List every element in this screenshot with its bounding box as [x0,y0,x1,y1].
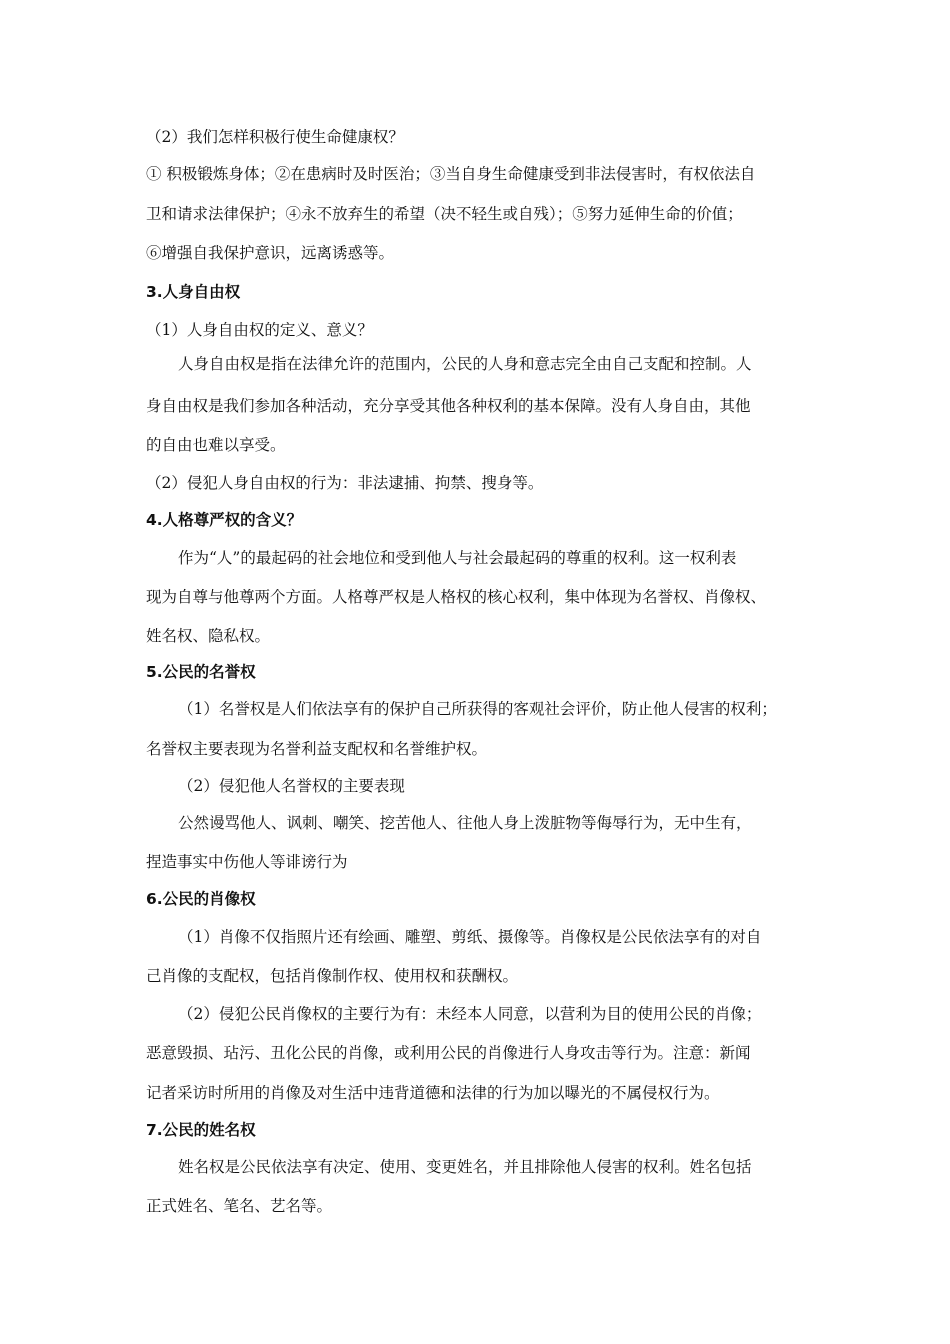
subheading: （2）侵犯人身自由权的行为：非法逮捕、拘禁、搜身等。 [146,474,544,492]
paragraph-line: （1）肖像不仅指照片还有绘画、雕塑、剪纸、摄像等。肖像权是公民依法享有的对自 [178,928,762,946]
paragraph-line: ⑥增强自我保护意识，远离诱惑等。 [146,244,395,262]
paragraph-line: 现为自尊与他尊两个方面。人格尊严权是人格权的核心权利，集中体现为名誉权、肖像权、 [146,588,767,606]
paragraph-line: 人身自由权是指在法律允许的范围内，公民的人身和意志完全由自己支配和控制。人 [178,355,752,373]
paragraph-line: 恶意毁损、玷污、丑化公民的肖像，或利用公民的肖像进行人身攻击等行为。注意：新闻 [146,1044,751,1062]
section-heading-6: 6.公民的肖像权 [146,890,256,908]
paragraph-line: 公然谩骂他人、讽刺、嘲笑、挖苦他人、往他人身上泼脏物等侮辱行为，无中生有， [178,814,752,832]
paragraph-line: 名誉权主要表现为名誉利益支配权和名誉维护权。 [146,740,488,758]
section-heading-7: 7.公民的姓名权 [146,1121,256,1139]
paragraph-line: （2）侵犯公民肖像权的主要行为有：未经本人同意，以营利为目的使用公民的肖像； [178,1005,762,1023]
paragraph-line: 的自由也难以享受。 [146,436,286,454]
paragraph-line: 作为“人”的最起码的社会地位和受到他人与社会最起码的尊重的权利。这一权利表 [178,549,737,567]
paragraph-line: 卫和请求法律保护；④永不放弃生的希望（决不轻生或自残）；⑤努力延伸生命的价值； [146,205,743,223]
subheading: （2）侵犯他人名誉权的主要表现 [178,777,405,795]
paragraph-line: 己肖像的支配权，包括肖像制作权、使用权和获酬权。 [146,967,519,985]
section-heading-5: 5.公民的名誉权 [146,663,256,681]
paragraph-line: 捏造事实中伤他人等诽谤行为 [146,853,348,871]
paragraph-line: 身自由权是我们参加各种活动，充分享受其他各种权利的基本保障。没有人身自由，其他 [146,397,751,415]
question-2-heading: （2）我们怎样积极行使生命健康权？ [146,128,404,146]
paragraph-line: 姓名权是公民依法享有决定、使用、变更姓名，并且排除他人侵害的权利。姓名包括 [178,1158,752,1176]
paragraph-line: 正式姓名、笔名、艺名等。 [146,1197,333,1215]
paragraph-line: 记者采访时所用的肖像及对生活中违背道德和法律的行为加以曝光的不属侵权行为。 [146,1084,720,1102]
subheading: （1）人身自由权的定义、意义？ [146,321,373,339]
paragraph-line: （1）名誉权是人们依法享有的保护自己所获得的客观社会评价，防止他人侵害的权利； [178,700,777,718]
paragraph-line: 姓名权、隐私权。 [146,627,271,645]
section-heading-3: 3.人身自由权 [146,283,241,301]
section-heading-4: 4.人格尊严权的含义？ [146,511,303,529]
paragraph-line: ① 积极锻炼身体；②在患病时及时医治；③当自身生命健康受到非法侵害时，有权依法自 [146,165,756,183]
